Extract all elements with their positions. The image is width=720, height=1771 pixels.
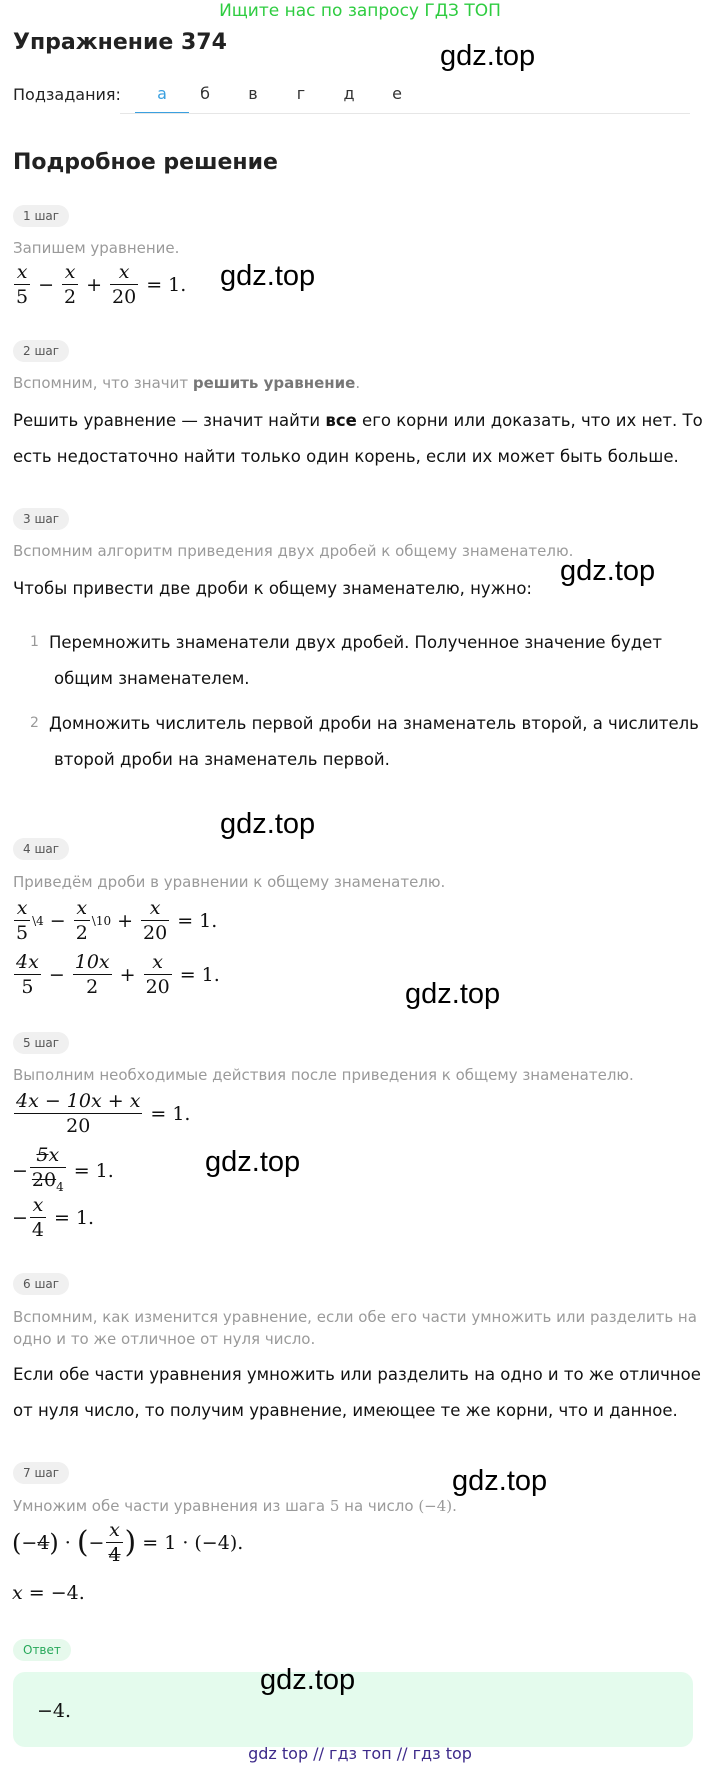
- list-item-line2: общим знаменателем.: [54, 669, 250, 688]
- tab-e[interactable]: е: [392, 84, 402, 103]
- tab-b[interactable]: б: [200, 84, 210, 103]
- equation-5b: − $\frac{5x}{20_4}$ = 1.: [12, 1143, 114, 1199]
- equation-4b: $\frac{4x}{5}$ − $\frac{10x}{2}$ + $\frac{x}{20}$ = 1.: [16, 951, 220, 998]
- equation-1: $\frac{x}{5}$ − $\frac{x}{2}$ + $\frac{x}{20}$ = 1.: [16, 261, 187, 308]
- watermark: gdz.top: [260, 1664, 356, 1696]
- list-item: Домножить числитель первой дроби на знаменатель второй, а числитель: [49, 714, 699, 733]
- equation-4a: $\frac{x}{5}$ \4 − $\frac{x}{2}$ \10 + $\frac{x}{20}$ = 1.: [16, 897, 218, 944]
- step-badge: 4 шаг: [13, 838, 69, 860]
- tab-d[interactable]: д: [343, 84, 355, 103]
- footer-links[interactable]: gdz top // гдз топ // гдз top: [248, 1744, 472, 1763]
- equation-7a: ( −4 ) · ( − $\frac{x}{4}$ ) = 1 · (−4).: [12, 1519, 244, 1566]
- step-caption: Вспомним, что значит решить уравнение.: [13, 374, 361, 392]
- step-caption: Выполним необходимые действия после приведения к общему знаменателю.: [13, 1066, 634, 1084]
- tab-g[interactable]: г: [296, 84, 306, 103]
- top-banner[interactable]: Ищите нас по запросу ГДЗ ТОП: [219, 1, 501, 21]
- definition-text-line2: есть недостаточно найти только один корень, если их может быть больше.: [13, 447, 679, 466]
- step-badge: 3 шаг: [13, 508, 69, 530]
- equation-5c: − $\frac{x}{4}$ = 1.: [12, 1194, 95, 1241]
- step-caption: Запишем уравнение.: [13, 239, 180, 257]
- answer-badge: Ответ: [13, 1639, 71, 1661]
- tab-a[interactable]: а: [157, 84, 167, 103]
- watermark: gdz.top: [220, 808, 316, 840]
- step-badge: 1 шаг: [13, 205, 69, 227]
- watermark: gdz.top: [452, 1465, 548, 1497]
- step-caption: Вспомним, как изменится уравнение, если обе его части умножить или разделить на: [13, 1308, 697, 1326]
- step-caption: Вспомним алгоритм приведения двух дробей к общему знаменателю.: [13, 542, 574, 560]
- step-caption: Приведём дроби в уравнении к общему знаменателю.: [13, 873, 446, 891]
- tabs-divider: [120, 113, 690, 114]
- step-badge: 6 шаг: [13, 1273, 69, 1295]
- watermark: gdz.top: [560, 555, 656, 587]
- list-number: 1: [30, 634, 39, 650]
- page-title: Упражнение 374: [13, 30, 227, 55]
- equation-7b: x = −4.: [12, 1582, 85, 1604]
- watermark: gdz.top: [440, 40, 536, 72]
- solution-heading: Подробное решение: [13, 150, 278, 175]
- watermark: gdz.top: [405, 978, 501, 1010]
- list-number: 2: [30, 715, 39, 731]
- list-item: Перемножить знаменатели двух дробей. Полученное значение будет: [49, 633, 662, 652]
- watermark: gdz.top: [205, 1146, 301, 1178]
- watermark: gdz.top: [220, 260, 316, 292]
- step-badge: 2 шаг: [13, 340, 69, 362]
- tab-v[interactable]: в: [248, 84, 258, 103]
- step-caption-line2: одно и то же отличное от нуля число.: [13, 1330, 316, 1348]
- step-badge: 7 шаг: [13, 1462, 69, 1484]
- rule-text-line2: от нуля число, то получим уравнение, имеющее те же корни, что и данное.: [13, 1401, 678, 1420]
- rule-text: Если обе части уравнения умножить или разделить на одно и то же отличное: [13, 1365, 701, 1384]
- equation-5a: $\frac{4x - 10x + x}{20}$ = 1.: [16, 1090, 191, 1137]
- answer-value: −4.: [37, 1700, 72, 1722]
- list-item-line2: второй дроби на знаменатель первой.: [54, 750, 390, 769]
- algorithm-intro: Чтобы привести две дроби к общему знаменателю, нужно:: [13, 579, 532, 598]
- step-caption: Умножим обе части уравнения из шага 5 на число (−4).: [13, 1497, 457, 1515]
- step-badge: 5 шаг: [13, 1032, 69, 1054]
- definition-text: Решить уравнение — значит найти все его корни или доказать, что их нет. То: [13, 411, 703, 430]
- subtasks-label: Подзадания:: [13, 85, 121, 104]
